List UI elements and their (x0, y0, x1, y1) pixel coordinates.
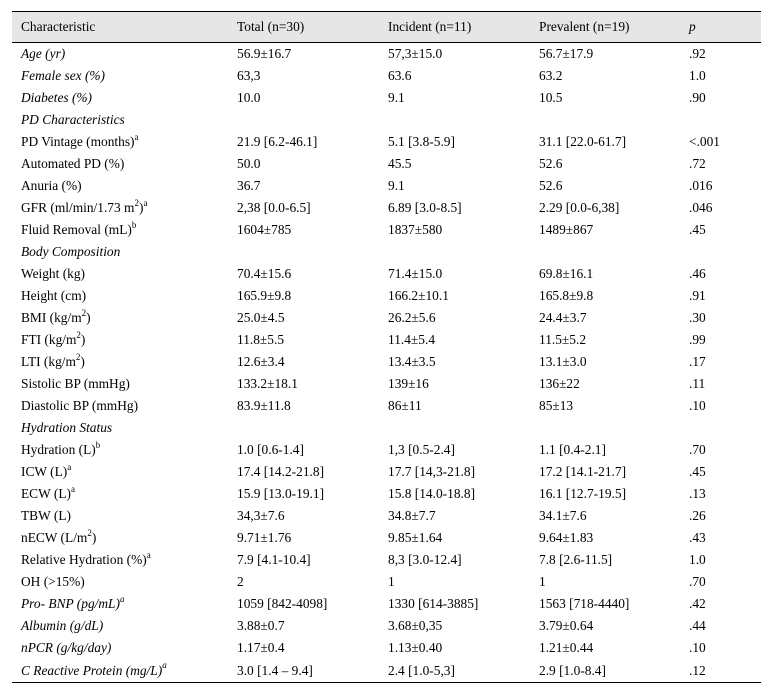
cell-total: 7.9 [4.1-10.4] (237, 552, 311, 567)
row-label-text: OH (>15%) (21, 574, 85, 589)
row-label (12, 131, 228, 153)
cell-total: 15.9 [13.0-19.1] (237, 486, 325, 501)
row-label (12, 527, 228, 549)
cell-prevalent: 10.5 (539, 90, 563, 105)
cell-total: 1.0 [0.6-1.4] (237, 442, 304, 457)
row-label-tail: ) (138, 200, 144, 215)
cell-incident: 1837±580 (388, 222, 443, 237)
cell-incident: 3.68±0,35 (388, 618, 443, 633)
cell-p-value: .92 (689, 46, 706, 61)
cell-incident: 63.6 (388, 68, 412, 83)
table-row (12, 439, 761, 461)
characteristics-table (12, 11, 761, 683)
row-label-text: Hydration (L) (21, 442, 96, 457)
cell-p-value: .17 (689, 354, 706, 369)
cell-total: 12.6±3.4 (237, 354, 285, 369)
cell-incident: 71.4±15.0 (388, 266, 443, 281)
row-label (12, 307, 228, 329)
table-row (12, 263, 761, 285)
footnote-marker: a (70, 483, 75, 494)
cell-total: 36.7 (237, 178, 261, 193)
row-label-text: Body Composition (21, 244, 121, 259)
cell-prevalent: 24.4±3.7 (539, 310, 587, 325)
footnote-marker: a (67, 461, 72, 472)
header-p-value: p (689, 19, 696, 34)
row-label (12, 395, 228, 417)
cell-incident: 57,3±15.0 (388, 46, 443, 61)
row-label-text: Age (yr) (21, 46, 66, 61)
table-row (12, 87, 761, 109)
table-row (12, 593, 761, 615)
cell-prevalent: 1489±867 (539, 222, 594, 237)
row-label-text: Fluid Removal (mL) (21, 222, 132, 237)
cell-incident: 13.4±3.5 (388, 354, 436, 369)
footnote-marker: a (119, 593, 125, 604)
cell-p-value: .11 (689, 376, 706, 391)
cell-prevalent (530, 417, 680, 439)
row-label (12, 483, 228, 505)
cell-total: 17.4 [14.2-21.8] (237, 464, 325, 479)
cell-p-value: .45 (689, 222, 706, 237)
table-row (12, 395, 761, 417)
row-label-text: Pro- BNP (pg/mL) (21, 596, 120, 611)
cell-p-value: 1.0 (689, 552, 706, 567)
cell-incident (379, 241, 530, 263)
cell-incident: 15.8 [14.0-18.8] (388, 486, 476, 501)
row-label (12, 615, 228, 637)
row-label (12, 549, 228, 571)
cell-prevalent: 34.1±7.6 (539, 508, 587, 523)
cell-p-value: .12 (689, 662, 706, 678)
cell-p-value: <.001 (689, 134, 720, 149)
cell-prevalent: 3.79±0.64 (539, 618, 594, 633)
section-row (12, 417, 761, 439)
row-label (12, 175, 228, 197)
cell-p-value: .10 (689, 398, 706, 413)
cell-incident: 8,3 [3.0-12.4] (388, 552, 462, 567)
row-label (12, 285, 228, 307)
unit-exponent: 2 (134, 197, 139, 208)
cell-total: 2 (237, 574, 244, 589)
row-label-text: GFR (ml/min/1.73 m (21, 200, 135, 215)
cell-incident: 2.4 [1.0-5,3] (388, 662, 455, 678)
cell-p-value: .43 (689, 530, 706, 545)
cell-prevalent: 11.5±5.2 (539, 332, 587, 347)
cell-total: 21.9 [6.2-46.1] (237, 134, 318, 149)
row-label-text: ICW (L) (21, 464, 68, 479)
row-label-text: PD Vintage (months) (21, 134, 135, 149)
row-label (12, 329, 228, 351)
row-label (12, 263, 228, 285)
cell-total: 133.2±18.1 (237, 376, 298, 391)
cell-prevalent: 31.1 [22.0-61.7] (539, 134, 627, 149)
row-label (12, 571, 228, 593)
row-label (12, 153, 228, 175)
row-label-text: PD Characteristics (21, 112, 125, 127)
cell-p-value: .99 (689, 332, 706, 347)
footnote-marker: a (162, 660, 167, 671)
unit-exponent: 2 (81, 307, 87, 318)
row-label-text: Anuria (%) (21, 178, 82, 193)
row-label-text: nPCR (g/kg/day) (21, 640, 112, 655)
row-label (12, 659, 228, 683)
cell-p-value: .13 (689, 486, 706, 501)
row-label (12, 461, 228, 483)
cell-prevalent: 52.6 (539, 178, 563, 193)
cell-p-value: .70 (689, 574, 706, 589)
cell-total: 83.9±11.8 (237, 398, 291, 413)
footnote-marker: b (95, 439, 101, 450)
table-row (12, 615, 761, 637)
footnote-marker: a (143, 197, 148, 208)
cell-p-value: .46 (689, 266, 706, 281)
cell-incident (379, 109, 530, 131)
table-row (12, 527, 761, 549)
cell-prevalent: 13.1±3.0 (539, 354, 587, 369)
cell-total: 3.0 [1.4 – 9.4] (237, 662, 313, 678)
section-heading (12, 417, 228, 439)
row-label (12, 197, 228, 219)
cell-p-value: .30 (689, 310, 706, 325)
cell-total: 25.0±4.5 (237, 310, 285, 325)
cell-prevalent: 56.7±17.9 (539, 46, 594, 61)
table-row (12, 659, 761, 683)
table-row (12, 351, 761, 373)
cell-p-value: .44 (689, 618, 706, 633)
row-label-text: Relative Hydration (%) (21, 552, 147, 567)
cell-incident: 139±16 (388, 376, 429, 391)
table-row (12, 65, 761, 87)
row-label-text: TBW (L) (21, 508, 71, 523)
unit-exponent: 2 (75, 351, 81, 362)
cell-total: 9.71±1.76 (237, 530, 292, 545)
cell-total: 50.0 (237, 156, 261, 171)
row-label (12, 43, 228, 66)
cell-p-value (680, 241, 761, 263)
row-label-text: Height (cm) (21, 288, 87, 303)
cell-p-value: .90 (689, 90, 706, 105)
cell-p-value (680, 417, 761, 439)
cell-p-value: .70 (689, 442, 706, 457)
cell-prevalent: 1.1 [0.4-2.1] (539, 442, 606, 457)
row-label-text: nECW (L/m (21, 530, 88, 545)
cell-prevalent: 63.2 (539, 68, 563, 83)
cell-prevalent: 17.2 [14.1-21.7] (539, 464, 627, 479)
cell-incident: 1330 [614-3885] (388, 596, 479, 611)
table-row (12, 219, 761, 241)
cell-total (228, 241, 379, 263)
row-label-text: C Reactive Protein (mg/L) (21, 662, 163, 678)
section-row (12, 241, 761, 263)
cell-p-value: .046 (689, 200, 713, 215)
header-prevalent: Prevalent (n=19) (539, 19, 630, 34)
footnote-marker: a (134, 131, 139, 142)
cell-incident: 26.2±5.6 (388, 310, 436, 325)
cell-prevalent: 1.21±0.44 (539, 640, 594, 655)
cell-total: 56.9±16.7 (237, 46, 292, 61)
cell-incident: 34.8±7.7 (388, 508, 436, 523)
cell-prevalent (530, 109, 680, 131)
cell-p-value: .72 (689, 156, 706, 171)
cell-total: 1604±785 (237, 222, 292, 237)
row-label (12, 373, 228, 395)
table-row (12, 307, 761, 329)
cell-prevalent: 16.1 [12.7-19.5] (539, 486, 627, 501)
table-row (12, 549, 761, 571)
cell-incident: 9.1 (388, 178, 405, 193)
header-row (12, 12, 761, 43)
cell-total: 63,3 (237, 68, 261, 83)
cell-prevalent (530, 241, 680, 263)
cell-prevalent: 52.6 (539, 156, 563, 171)
cell-prevalent: 165.8±9.8 (539, 288, 594, 303)
cell-p-value: .42 (689, 596, 706, 611)
cell-p-value: .016 (689, 178, 713, 193)
cell-prevalent: 1 (539, 574, 546, 589)
cell-incident: 9.1 (388, 90, 405, 105)
cell-p-value: .45 (689, 464, 706, 479)
cell-incident: 1.13±0.40 (388, 640, 443, 655)
table-row (12, 329, 761, 351)
row-label (12, 593, 228, 615)
row-label-text: Female sex (%) (21, 68, 106, 83)
row-label (12, 439, 228, 461)
cell-total: 10.0 (237, 90, 261, 105)
section-heading (12, 241, 228, 263)
table-row (12, 505, 761, 527)
cell-total: 1059 [842-4098] (237, 596, 328, 611)
row-label (12, 351, 228, 373)
cell-p-value: .10 (689, 640, 706, 655)
cell-prevalent: 136±22 (539, 376, 580, 391)
table-row (12, 373, 761, 395)
cell-total: 3.88±0.7 (237, 618, 285, 633)
cell-incident: 11.4±5.4 (388, 332, 436, 347)
cell-p-value: 1.0 (689, 68, 706, 83)
cell-total: 2,38 [0.0-6.5] (237, 200, 311, 215)
cell-incident: 1 (388, 574, 395, 589)
footnote-marker: a (146, 549, 151, 560)
cell-incident: 1,3 [0.5-2.4] (388, 442, 455, 457)
table-row (12, 637, 761, 659)
table-row (12, 285, 761, 307)
row-label (12, 65, 228, 87)
cell-incident: 9.85±1.64 (388, 530, 443, 545)
table-body (12, 43, 761, 683)
cell-prevalent: 85±13 (539, 398, 574, 413)
row-label (12, 505, 228, 527)
row-label-tail: ) (86, 310, 91, 325)
cell-p-value: .91 (689, 288, 706, 303)
section-row (12, 109, 761, 131)
table-row (12, 483, 761, 505)
cell-p-value: .26 (689, 508, 706, 523)
unit-exponent: 2 (87, 527, 92, 538)
cell-prevalent: 2.9 [1.0-8.4] (539, 662, 606, 678)
table-row (12, 131, 761, 153)
row-label-tail: ) (91, 530, 97, 545)
row-label-text: Diabetes (%) (21, 90, 93, 105)
row-label-text: BMI (kg/m (21, 310, 82, 325)
header-characteristic: Characteristic (21, 19, 96, 34)
cell-incident: 45.5 (388, 156, 412, 171)
cell-p-value (680, 109, 761, 131)
cell-total: 165.9±9.8 (237, 288, 292, 303)
unit-exponent: 2 (76, 329, 81, 340)
cell-total: 70.4±15.6 (237, 266, 292, 281)
cell-prevalent: 2.29 [0.0-6,38] (539, 200, 620, 215)
table-row (12, 175, 761, 197)
row-label-text: Albumin (g/dL) (21, 618, 104, 633)
table-row (12, 197, 761, 219)
cell-incident: 6.89 [3.0-8.5] (388, 200, 462, 215)
row-label-text: ECW (L) (21, 486, 71, 501)
cell-prevalent: 1563 [718-4440] (539, 596, 630, 611)
cell-prevalent: 9.64±1.83 (539, 530, 594, 545)
header-total: Total (n=30) (237, 19, 305, 34)
row-label-tail: ) (80, 332, 86, 347)
cell-incident: 86±11 (388, 398, 422, 413)
table-row (12, 571, 761, 593)
row-label (12, 87, 228, 109)
row-label-text: Weight (kg) (21, 266, 85, 281)
row-label (12, 637, 228, 659)
table-header (12, 12, 761, 43)
row-label-text: FTI (kg/m (21, 332, 77, 347)
cell-prevalent: 69.8±16.1 (539, 266, 594, 281)
row-label-text: Hydration Status (21, 420, 113, 435)
cell-total: 11.8±5.5 (237, 332, 285, 347)
characteristics-table-container (12, 11, 761, 683)
cell-total (228, 109, 379, 131)
table-row (12, 461, 761, 483)
cell-prevalent: 7.8 [2.6-11.5] (539, 552, 613, 567)
row-label-text: Diastolic BP (mmHg) (21, 398, 139, 413)
section-heading (12, 109, 228, 131)
cell-incident: 5.1 [3.8-5.9] (388, 134, 455, 149)
table-row (12, 153, 761, 175)
cell-incident: 17.7 [14,3-21.8] (388, 464, 476, 479)
row-label-text: LTI (kg/m (21, 354, 76, 369)
footnote-marker: b (131, 219, 137, 230)
cell-total: 1.17±0.4 (237, 640, 285, 655)
row-label (12, 219, 228, 241)
cell-total: 34,3±7.6 (237, 508, 285, 523)
table-row (12, 43, 761, 66)
row-label-text: Automated PD (%) (21, 156, 125, 171)
cell-incident (379, 417, 530, 439)
row-label-text: Sistolic BP (mmHg) (21, 376, 130, 391)
cell-total (228, 417, 379, 439)
cell-incident: 166.2±10.1 (388, 288, 449, 303)
header-incident: Incident (n=11) (388, 19, 472, 34)
row-label-tail: ) (80, 354, 85, 369)
